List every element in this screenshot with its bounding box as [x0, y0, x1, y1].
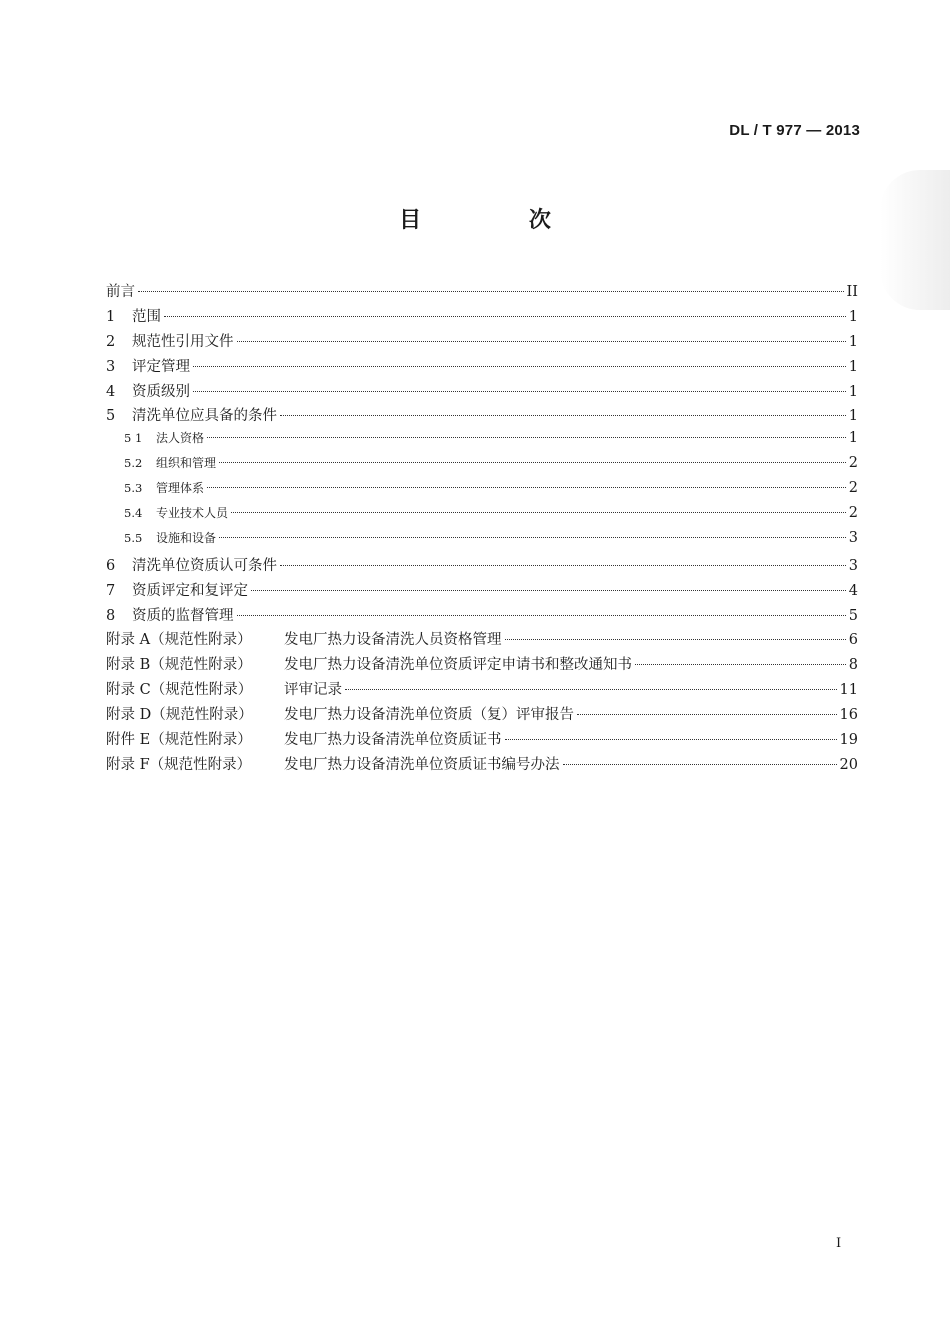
page-title: 目 次	[399, 208, 601, 233]
toc-entry-title: 评定管理	[132, 358, 190, 375]
toc-entry[interactable]	[106, 504, 858, 529]
toc-entry-number: 8	[106, 607, 116, 624]
toc-entry[interactable]	[106, 579, 858, 604]
toc-entry-number: 6	[106, 557, 116, 574]
toc-dot-leader	[577, 714, 837, 715]
toc-entry[interactable]	[106, 529, 858, 554]
toc-entry-title: 设施和设备	[156, 530, 217, 545]
toc-entry[interactable]	[106, 380, 858, 405]
toc-dot-leader	[237, 341, 846, 342]
toc-entry-title: 发电厂热力设备清洗单位资质（复）评审报告	[284, 707, 574, 724]
toc-entry-page: 2	[848, 505, 858, 522]
toc-entry[interactable]	[106, 703, 858, 728]
toc-entry[interactable]	[106, 753, 858, 778]
toc-entry[interactable]	[106, 479, 858, 504]
toc-entry-title: 清洗单位应具备的条件	[132, 408, 277, 425]
toc-entry-title: 评审记录	[284, 682, 342, 699]
document-code: DL / T 977 — 2013	[729, 122, 860, 139]
toc-entry-number: 附录 B（规范性附录）	[106, 657, 252, 674]
toc-entry-title: 资质的监督管理	[132, 607, 234, 624]
toc-entry[interactable]	[106, 355, 858, 380]
toc-dot-leader	[138, 291, 844, 292]
toc-entry-title: 发电厂热力设备清洗人员资格管理	[284, 632, 502, 649]
toc-entry-number: 附录 A（规范性附录）	[106, 632, 252, 649]
toc-entry[interactable]	[106, 280, 858, 305]
toc-entry-page: 19	[839, 732, 858, 749]
toc-dot-leader	[219, 537, 846, 538]
toc-dot-leader	[505, 739, 837, 740]
toc-entry[interactable]	[106, 554, 858, 579]
toc-entry-page: 6	[848, 632, 858, 649]
toc-entry-number: 附录 C（规范性附录）	[106, 682, 253, 699]
toc-entry-number: 附件 E（规范性附录）	[106, 732, 252, 749]
toc-dot-leader	[280, 415, 846, 416]
toc-entry-number: 5.3	[124, 481, 143, 496]
toc-entry-page: 1	[848, 408, 858, 425]
toc-entry-title: 清洗单位资质认可条件	[132, 557, 277, 574]
toc-entry-page: 2	[848, 480, 858, 497]
scan-shadow	[880, 170, 950, 310]
toc-entry-title: 管理体系	[156, 481, 205, 496]
toc-entry-page: 8	[848, 657, 858, 674]
toc-entry-page: II	[846, 284, 858, 300]
toc-entry-number: 附录 F（规范性附录）	[106, 756, 252, 773]
toc-entry[interactable]	[106, 653, 858, 678]
toc-entry[interactable]	[106, 330, 858, 355]
toc-dot-leader	[231, 512, 846, 513]
toc-entry-page: 11	[839, 682, 858, 699]
toc-dot-leader	[193, 366, 846, 367]
toc-entry[interactable]	[106, 604, 858, 629]
toc-entry-title: 规范性引用文件	[132, 333, 234, 350]
toc-entry-page: 16	[839, 707, 858, 724]
toc-dot-leader	[207, 437, 846, 438]
toc-entry-number: 1	[106, 308, 116, 325]
toc-entry[interactable]	[106, 429, 858, 454]
toc-dot-leader	[237, 615, 846, 616]
toc-entry[interactable]	[106, 454, 858, 479]
toc-entry-number: 5 1	[124, 431, 143, 446]
toc-entry-page: 1	[848, 358, 858, 375]
toc-entry-page: 1	[848, 383, 858, 400]
toc-dot-leader	[219, 462, 846, 463]
toc-entry-page: 3	[848, 557, 858, 574]
toc-dot-leader	[505, 639, 846, 640]
toc-dot-leader	[164, 316, 846, 317]
toc-entry-page: 1	[848, 430, 858, 447]
toc-entry-number: 5	[106, 408, 116, 425]
toc-entry-number: 附录 D（规范性附录）	[106, 707, 253, 724]
toc-entry-title: 范围	[132, 308, 161, 325]
toc-dot-leader	[193, 391, 846, 392]
toc-entry-title: 前言	[106, 284, 135, 300]
toc-entry-title: 组织和管理	[156, 456, 217, 471]
toc-entry-title: 资质评定和复评定	[132, 582, 248, 599]
toc-entry-number: 5.5	[124, 530, 143, 545]
toc-entry-title: 发电厂热力设备清洗单位资质证书编号办法	[284, 756, 560, 773]
toc-entry-number: 7	[106, 582, 116, 599]
toc-entry-title: 专业技术人员	[156, 506, 229, 521]
toc-dot-leader	[563, 764, 837, 765]
toc-entry-page: 3	[848, 529, 858, 546]
toc-entry-page: 5	[848, 607, 858, 624]
toc-dot-leader	[207, 487, 846, 488]
toc-entry-page: 2	[848, 455, 858, 472]
toc-entry[interactable]	[106, 404, 858, 429]
toc-dot-leader	[345, 689, 837, 690]
page-number: I	[836, 1236, 842, 1251]
toc-entry-number: 3	[106, 358, 116, 375]
toc-entry-number: 2	[106, 333, 116, 350]
toc-entry-page: 1	[848, 308, 858, 325]
toc-entry-number: 4	[106, 383, 116, 400]
toc-entry-page: 1	[848, 333, 858, 350]
toc-entry-page: 20	[839, 756, 858, 773]
toc-entry[interactable]	[106, 728, 858, 753]
toc-entry-title: 法人资格	[156, 431, 205, 446]
toc-dot-leader	[280, 565, 846, 566]
toc-entry-page: 4	[848, 582, 858, 599]
toc-dot-leader	[251, 590, 846, 591]
toc-entry[interactable]	[106, 305, 858, 330]
table-of-contents	[106, 280, 858, 778]
toc-entry[interactable]	[106, 678, 858, 703]
toc-entry-title: 资质级别	[132, 383, 190, 400]
toc-dot-leader	[635, 664, 846, 665]
toc-entry-number: 5.4	[124, 506, 143, 521]
toc-entry-number: 5.2	[124, 456, 143, 471]
toc-entry-title: 发电厂热力设备清洗单位资质评定申请书和整改通知书	[284, 657, 632, 674]
toc-entry[interactable]	[106, 628, 858, 653]
toc-entry-title: 发电厂热力设备清洗单位资质证书	[284, 732, 502, 749]
